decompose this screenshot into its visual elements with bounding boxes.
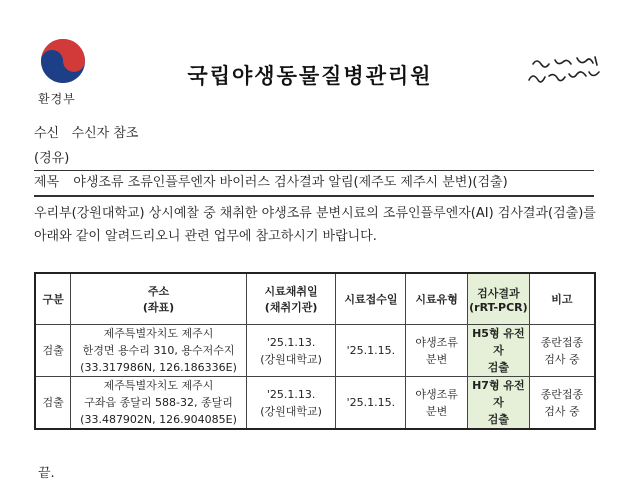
result-2: 검출 [487, 413, 510, 426]
table-row [35, 377, 595, 430]
cell-collect [246, 377, 336, 430]
header-address-sub: (좌표) [142, 301, 175, 314]
cell-sample-type [406, 325, 468, 377]
sample-type-1: 야생조류 [415, 335, 458, 349]
subject-value: 야생조류 조류인플루엔자 바이러스 검사결과 알림(제주도 제주시 분변)(검출) [73, 175, 508, 190]
header-collect-date-sub: (채취기관) [264, 301, 318, 314]
header-result-sub: (rRT-PCR) [469, 300, 528, 314]
remarks-2: 검사 중 [544, 352, 580, 366]
address-line1: 제주특별자치도 제주시 [103, 327, 214, 340]
address-line1: 제주특별자치도 제주시 [103, 379, 214, 392]
ministry-name: 환경부 [38, 92, 76, 106]
header-address [71, 273, 246, 325]
remarks-1: 종란접종 [540, 387, 584, 401]
cell-category: 검출 [35, 377, 71, 430]
letterhead [0, 0, 628, 110]
header-result [467, 273, 529, 325]
cell-collect [246, 325, 336, 377]
remarks-1: 종란접종 [540, 335, 584, 349]
collect-date: '25.1.13. [266, 335, 316, 349]
table-row [35, 325, 595, 377]
agency-title: 국립야생동물질병관리원 [187, 64, 433, 88]
cell-address [71, 377, 246, 430]
header-collect-date [246, 273, 336, 325]
cell-remarks [529, 325, 595, 377]
sample-type-1: 야생조류 [415, 387, 458, 401]
header-receipt-date: 시료접수일 [336, 273, 406, 325]
result-1: H5형 유전자 [472, 327, 525, 357]
cell-result [467, 377, 529, 430]
address-line2: 한경면 용수리 310, 용수저수지 [82, 344, 235, 357]
result-1: H7형 유전자 [472, 379, 525, 409]
cell-address [71, 325, 246, 377]
end-mark: 끝. [38, 466, 55, 481]
body-paragraph: 우리부(강원대학교) 상시예찰 중 채취한 야생조류 분변시료의 조류인플루엔자(AI) 검사결과(검출)를 아래와 같이 알려드리오니 관련 업무에 참고하시기 바랍니다. [34, 206, 596, 244]
header-address-label: 주소 [147, 285, 170, 298]
results-table [34, 272, 596, 430]
sample-type-2: 분변 [426, 352, 448, 366]
subject-label: 제목 [34, 175, 60, 190]
header-collect-date-label: 시료채취일 [264, 285, 318, 298]
collect-org: (강원대학교) [260, 352, 322, 366]
cell-receipt-date: '25.1.15. [336, 377, 406, 430]
cell-remarks [529, 377, 595, 430]
via-line: (경유) [34, 151, 70, 166]
recipient-value: 수신자 참조 [71, 126, 139, 141]
cell-category: 검출 [35, 325, 71, 377]
collect-date: '25.1.13. [266, 387, 316, 401]
cell-receipt-date: '25.1.15. [336, 325, 406, 377]
sample-type-2: 분변 [426, 404, 448, 418]
government-emblem-icon [40, 38, 86, 84]
header-remarks: 비고 [529, 273, 595, 325]
header-sample-type: 시료유형 [406, 273, 468, 325]
recipient-label: 수신 [34, 126, 60, 141]
slogan-signature [525, 54, 603, 88]
header-category: 구분 [35, 273, 71, 325]
cell-sample-type [406, 377, 468, 430]
table-header-row [35, 273, 595, 325]
recipient-line [34, 122, 138, 141]
remarks-2: 검사 중 [544, 404, 580, 418]
header-result-label: 검사결과 [477, 286, 520, 300]
address-line2: 구좌읍 종달리 588-32, 종달리 [84, 396, 233, 409]
collect-org: (강원대학교) [260, 404, 322, 418]
result-2: 검출 [487, 361, 510, 374]
subject-line [34, 170, 594, 197]
address-coords: (33.487902N, 126.904085E) [80, 413, 237, 426]
address-coords: (33.317986N, 126.186336E) [80, 361, 237, 374]
cell-result [467, 325, 529, 377]
